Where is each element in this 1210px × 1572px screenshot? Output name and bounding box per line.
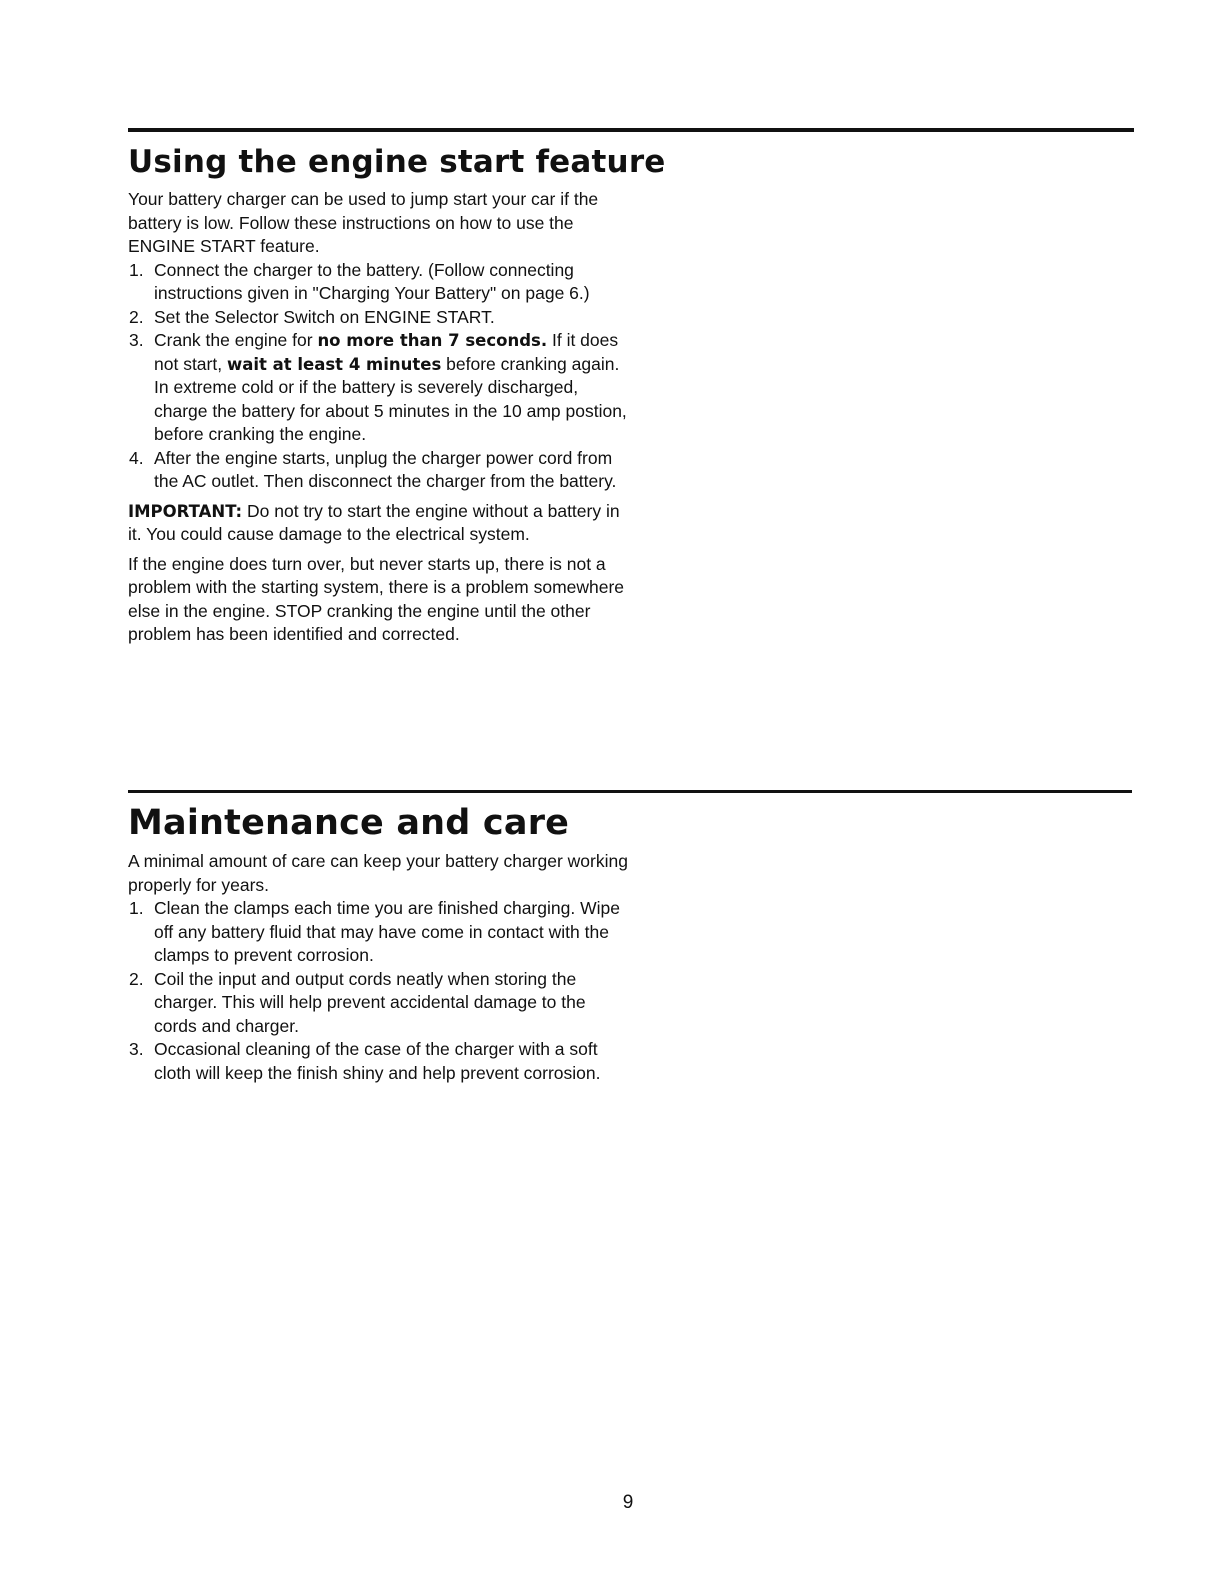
step-number: 2.: [129, 306, 144, 327]
step-number: 1.: [129, 259, 144, 280]
step-text: Occasional cleaning of the case of the charger with a soft cloth will keep the finish shiny and help prevent corrosion.: [154, 1039, 601, 1083]
step-number: 2.: [129, 968, 144, 989]
important-label: IMPORTANT:: [128, 501, 243, 521]
section-divider-top: [128, 128, 1134, 132]
important-note: [128, 500, 628, 547]
engine-start-steps: [128, 259, 628, 494]
page-number: 9: [622, 1492, 634, 1513]
step-text: Crank the engine for: [154, 330, 318, 350]
intro-paragraph: Your battery charger can be used to jump start your car if the battery is low. Follow these instructions on how to use the ENGINE START feature.: [128, 189, 599, 256]
section-divider-middle: [128, 790, 1132, 793]
section-engine-start: [128, 140, 666, 647]
list-item: [128, 259, 628, 306]
list-item: [128, 1038, 628, 1085]
section-maintenance: [128, 800, 628, 1085]
list-item: [128, 968, 628, 1039]
intro-paragraph: A minimal amount of care can keep your battery charger working properly for years.: [128, 851, 628, 895]
step-number: 3.: [129, 1039, 144, 1059]
step-text: Set the Selector Switch on ENGINE START.: [154, 306, 495, 327]
step-text: After the engine starts, unplug the charger power cord from the AC outlet. Then disconnect the charger from the battery.: [154, 447, 617, 491]
step-number: 3.: [129, 330, 144, 350]
important-text: Do not try to start the engine without a battery in it. You could cause damage to the electrical system.: [128, 500, 620, 544]
step-text: Coil the input and output cords neatly when storing the charger. This will help prevent accidental damage to the cords and charger.: [154, 968, 586, 1036]
step-number: 4.: [129, 447, 144, 468]
maintenance-steps: [128, 897, 628, 1085]
list-item: [128, 306, 628, 330]
list-item: [128, 447, 628, 494]
emphasis-crank-limit: no more than 7 seconds.: [317, 331, 548, 350]
closing-paragraph: If the engine does turn over, but never starts up, there is not a problem with the starting system, there is a problem somewhere else in the engine. STOP cranking the engine until the other problem has been identified and corrected.: [128, 553, 625, 644]
step-text: before cranking again. In extreme cold or if the battery is severely discharged, charge the battery for about 5 minutes in the 10 amp postion, before cranking the engine.: [154, 353, 627, 444]
step-number: 1.: [129, 898, 144, 918]
step-text: Clean the clamps each time you are finished charging. Wipe off any battery fluid that may have come in contact with the clamps to prevent corrosion.: [154, 898, 620, 965]
emphasis-wait-time: wait at least 4 minutes: [226, 354, 442, 374]
step-text: Connect the charger to the battery. (Follow connecting instructions given in "Charging Your Battery" on page 6.): [154, 259, 590, 303]
section-title-maintenance: Maintenance and care: [128, 803, 570, 843]
list-item: [128, 897, 628, 968]
list-item: [128, 329, 628, 447]
step-text: If it does not start,: [154, 330, 619, 374]
section-title-engine-start: Using the engine start feature: [128, 144, 666, 180]
